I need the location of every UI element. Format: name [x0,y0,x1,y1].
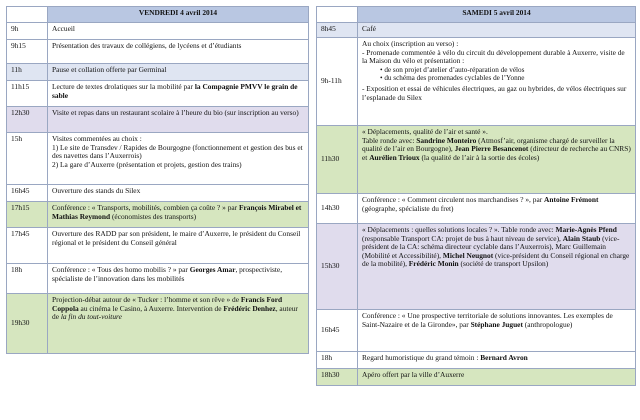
time-cell: 11h15 [7,81,48,107]
speaker-name: Michel Neugnot [442,250,494,260]
speaker-name: Antoine Frémont [544,195,599,204]
event-text: (vice-président du Conseil régional en charge de la mobilité), [362,250,630,269]
schedule-row [7,264,309,294]
event-text: (géographe, spécialiste du fret) [362,203,454,213]
speaker-name: Jean Pierre Besancenot [454,144,529,154]
schedule-row [7,107,309,133]
event-text: Conférence : « Tous des homo mobilis ? » par [52,265,190,274]
schedule-row [317,194,636,224]
friday-title: VENDREDI 4 avril 2014 [48,7,309,23]
schedule-row [317,369,636,386]
schedule-row [7,202,309,228]
event-cell: Pause et collation offerte par Germinal [48,64,309,81]
event-text: (Atmosf’air, organisme chargé de surveiller la qualité de l’air en Bourgogne), [362,135,615,154]
time-cell: 18h30 [317,369,358,386]
event-cell: Café [358,23,636,38]
time-cell: 17h15 [7,202,48,228]
time-cell: 9h-11h [317,38,358,126]
event-text: (société de transport Upsilon) [458,259,549,269]
speaker-name: Aurélien Trioux [369,152,420,162]
header-spacer [7,7,48,23]
time-cell: 11h [7,64,48,81]
event-cell: Ouverture des stands du Silex [48,185,309,202]
schedule-row [317,126,636,194]
event-cell: Apéro offert par la ville d’Auxerre [358,369,636,386]
event-cell: Visite et repas dans un restaurant scolaire à l’heure du bio (sur inscription au verso) [48,107,309,133]
event-text: Conférence : « Une prospective territoriale de solutions innovantes. Les exemples de Saint-Nazaire et de la Gironde», par [362,311,613,329]
event-text: , prospectiviste, spécialiste de l’innovation dans les mobilités [52,265,283,283]
event-intro: Au choix (inscription au verso) : [362,39,459,48]
friday-header-row [7,7,309,23]
time-cell: 17h45 [7,228,48,264]
event-cell [48,81,309,107]
schedule-row [7,81,309,107]
option-expo: - Exposition et essai de véhicules électriques, au gaz ou hybrides, de vélos électriques sur l’esplanade du Silex [362,83,627,102]
time-cell: 11h30 [317,126,358,194]
visit-option-1: 1) Le site de Transdev / Rapides de Bourgogne (fonctionnement et gestion des bus et des navettes dans l’Auxerrois) [52,142,303,161]
schedule-row [7,64,309,81]
event-text: Conférence : « Comment circulent nos marchandises ? », par [362,195,545,204]
schedule-row [317,352,636,369]
header-spacer [317,7,358,23]
performer-name: la Compagnie PMVV le grain de sable [52,82,298,100]
time-cell: 16h45 [317,310,358,352]
event-text: (responsable Transport CA: projet de bus à haut niveau de service), [362,233,563,243]
schedule-row [317,23,636,38]
schedule-row [317,224,636,310]
event-cell [358,352,636,369]
time-cell: 12h30 [7,107,48,133]
schedule-row [7,133,309,185]
option-bike-sub-2: • du schéma des promenades cyclables de l’Yonne [380,74,525,83]
visit-option-2: 2) La gare d’Auxerre (présentation et projets, gestion des trains) [52,159,242,169]
option-bike-sub-1: • de son projet d’atelier d’auto-réparation de vélos [380,65,525,74]
event-cell: Ouverture des RADD par son président, le maire d’Auxerre, le président du Conseil régional et le président du Conseil général [48,228,309,264]
schedule-row [317,38,636,126]
speaker-name: Bernard Avron [480,353,528,362]
event-text: au cinéma le Casino, à Auxerre. Intervention de [78,303,224,313]
event-cell [358,224,636,310]
speaker-name: François Mirabel et Mathias Reymond [52,203,302,221]
time-cell: 9h15 [7,40,48,64]
event-text: Projection-débat autour de « Tucker : l’homme et son rêve » de [52,295,241,304]
event-cell [48,264,309,294]
speaker-name: Alain Staub [562,233,601,243]
speaker-name: Stéphane Juguet [470,319,523,329]
event-text: (anthropologue) [522,319,573,329]
event-text: , auteur de [52,303,298,322]
time-cell: 9h [7,23,48,40]
event-intro: Visites commentées au choix : [52,134,142,143]
time-cell: 15h [7,133,48,185]
speaker-name: Marie-Agnès Pfend [555,225,617,234]
option-bike-tour: - Promenade commentée à vélo du circuit du développement durable à Auxerre, visite de la Maison du vélo et présentation : [362,47,625,66]
event-cell: Présentation des travaux de collégiens, de lycéens et d’étudiants [48,40,309,64]
event-cell [48,202,309,228]
director-name: Francis Ford Coppola [52,295,283,313]
saturday-title: SAMEDI 5 avril 2014 [358,7,636,23]
event-title: « Déplacements, qualité de l’air et santé ». [362,127,488,136]
book-title: la fin du tout-voiture [60,312,122,322]
event-cell [358,38,636,126]
schedule-row [317,310,636,352]
event-cell [358,194,636,224]
event-text: (directeur de recherche au CNRS) et [362,144,631,162]
schedule-row [7,294,309,354]
time-cell: 18h [7,264,48,294]
saturday-schedule-table [316,6,636,386]
event-text: Lecture de textes drolatiques sur la mobilité par [52,82,195,91]
speaker-name: Frédéric Monin [408,259,459,269]
time-cell: 18h [317,352,358,369]
friday-schedule-table [6,6,309,354]
time-cell: 19h30 [7,294,48,354]
event-text: « Déplacements : quelles solutions locales ? ». Table ronde avec: [362,225,556,234]
schedule-row [7,185,309,202]
event-text: (économistes des transports) [110,211,197,221]
event-text: (vice-président de la CA: schéma directeur cyclable dans l’Auxerrois), Marc Guillemain (Mobilité et Accessibilité), [362,233,620,260]
time-cell: 16h45 [7,185,48,202]
time-cell: 14h30 [317,194,358,224]
event-cell [358,126,636,194]
schedule-row [7,40,309,64]
saturday-header-row [317,7,636,23]
time-cell: 15h30 [317,224,358,310]
event-cell [48,133,309,185]
event-cell [48,294,309,354]
speaker-name: Frédéric Denhez [223,303,276,313]
speaker-name: Georges Amar [189,265,236,274]
event-text: (la qualité de l’air à la sortie des écoles) [419,152,540,162]
schedule-row [7,228,309,264]
event-cell [358,310,636,352]
event-text: Conférence : « Transports, mobilités, combien ça coûte ? » par [52,203,239,212]
event-body [362,137,631,163]
event-text: Table ronde avec: [362,135,417,145]
time-cell: 8h45 [317,23,358,38]
event-text: Regard humoristique du grand témoin : [362,353,481,362]
event-cell: Accueil [48,23,309,40]
speaker-name: Sandrine Monteiro [416,135,477,145]
schedule-row [7,23,309,40]
